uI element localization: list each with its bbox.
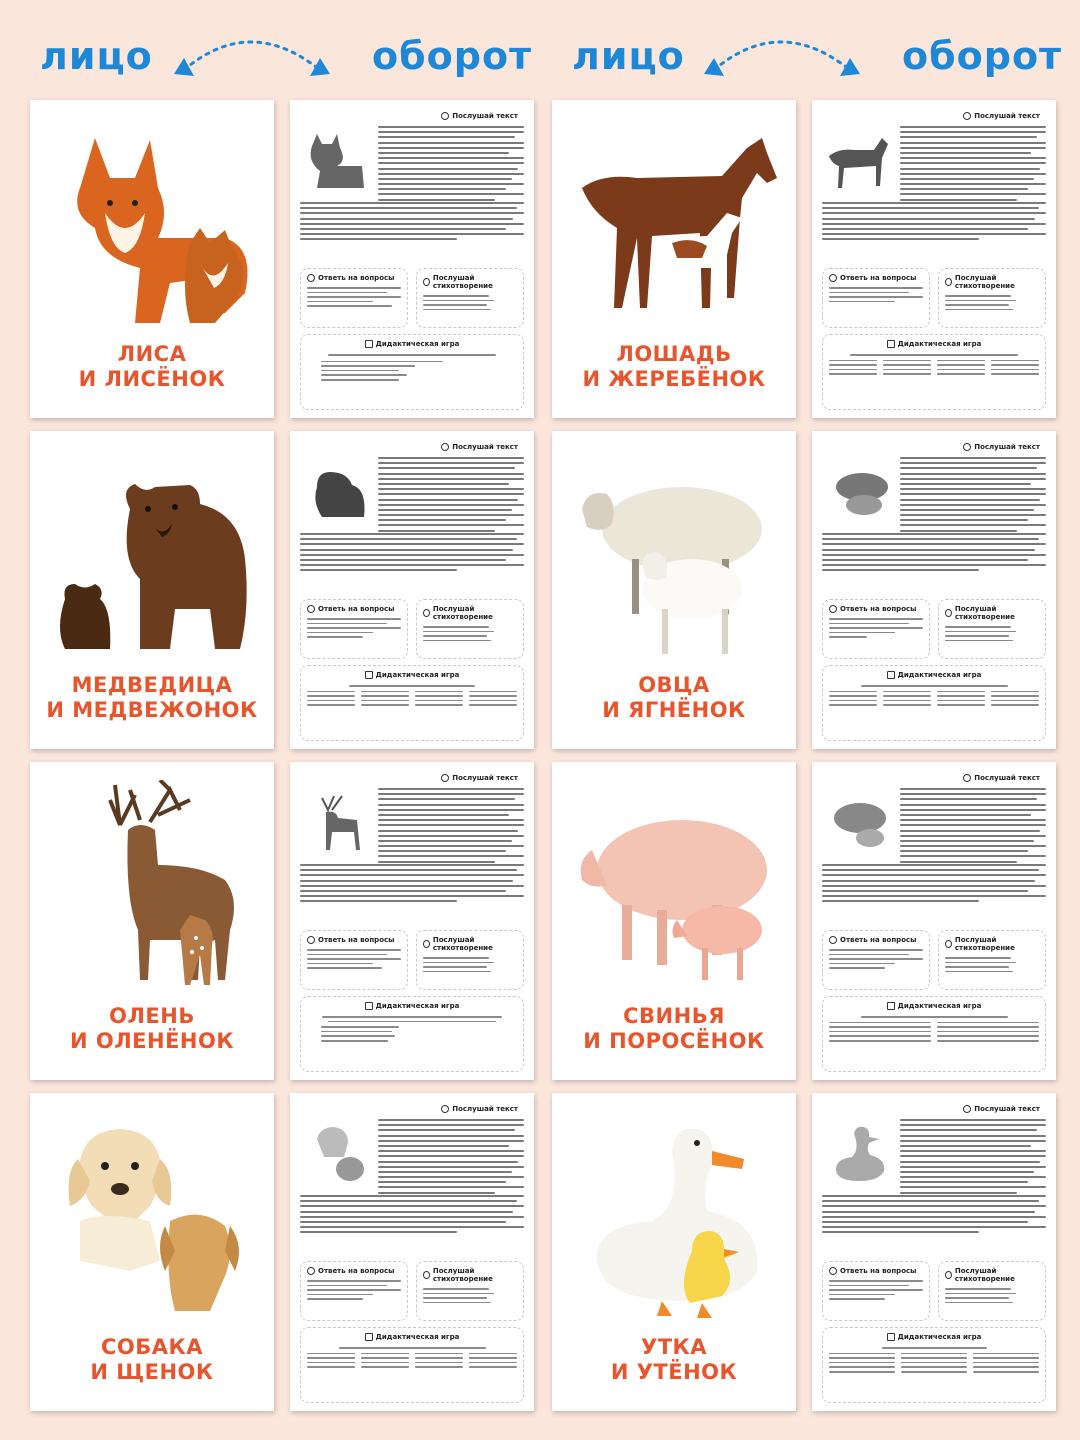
duck-icon <box>562 1111 786 1321</box>
questions-box: Ответь на вопросы <box>300 268 408 328</box>
poem-icon <box>423 940 430 948</box>
question-icon <box>829 936 837 944</box>
card-title: СОБАКА И ЩЕНОК <box>90 1335 214 1384</box>
card-back-sheep <box>812 431 1056 749</box>
questions-box: Ответь на вопросы <box>822 930 930 990</box>
card-front-pig <box>552 762 796 1080</box>
horse-icon <box>824 126 894 196</box>
game-box: Дидактическая игра <box>300 996 524 1072</box>
card-back-bear <box>290 431 534 749</box>
ear-icon <box>441 1105 449 1113</box>
card-title: ЛИСА И ЛИСЁНОК <box>78 342 226 391</box>
questions-box: Ответь на вопросы <box>300 1261 408 1321</box>
listen-text-heading: Послушай текст <box>441 774 518 782</box>
puzzle-icon <box>887 340 895 348</box>
poem-icon <box>945 278 952 286</box>
card-title: ЛОШАДЬ И ЖЕРЕБЁНОК <box>582 342 766 391</box>
bear-icon <box>40 449 264 659</box>
poem-icon <box>945 940 952 948</box>
card-title: УТКА И УТЁНОК <box>610 1335 738 1384</box>
poem-box: Послушай стихотворение <box>416 268 524 328</box>
story-text <box>378 788 524 866</box>
card-back-pig <box>812 762 1056 1080</box>
poem-box: Послушай стихотворение <box>416 1261 524 1321</box>
card-back-horse <box>812 100 1056 418</box>
bear-icon <box>302 457 372 527</box>
questions-box: Ответь на вопросы <box>822 599 930 659</box>
puzzle-icon <box>365 340 373 348</box>
puzzle-icon <box>365 1002 373 1010</box>
card-back-dog <box>290 1093 534 1411</box>
card-title: МЕДВЕДИЦА И МЕДВЕЖОНОК <box>46 673 258 722</box>
card-front-sheep <box>552 431 796 749</box>
sheep-icon <box>824 457 894 527</box>
header <box>0 24 1080 90</box>
poem-icon <box>945 609 952 617</box>
questions-box: Ответь на вопросы <box>822 268 930 328</box>
ear-icon <box>963 443 971 451</box>
game-box: Дидактическая игра <box>822 334 1046 410</box>
swap-arrow-icon <box>700 24 865 94</box>
game-box: Дидактическая игра <box>822 1327 1046 1403</box>
ear-icon <box>963 112 971 120</box>
listen-text-heading: Послушай текст <box>441 112 518 120</box>
story-text <box>900 126 1046 204</box>
listen-text-heading: Послушай текст <box>963 1105 1040 1113</box>
pig-icon <box>824 788 894 858</box>
game-box: Дидактическая игра <box>300 1327 524 1403</box>
sheep-icon <box>562 449 786 659</box>
duck-icon <box>824 1119 894 1189</box>
game-box: Дидактическая игра <box>300 334 524 410</box>
story-text <box>378 1119 524 1197</box>
puzzle-icon <box>365 1333 373 1341</box>
question-icon <box>307 936 315 944</box>
story-text <box>900 1119 1046 1197</box>
dog-icon <box>302 1119 372 1189</box>
card-back-duck <box>812 1093 1056 1411</box>
listen-text-heading: Послушай текст <box>963 774 1040 782</box>
puzzle-icon <box>365 671 373 679</box>
questions-box: Ответь на вопросы <box>300 930 408 990</box>
question-icon <box>829 605 837 613</box>
face-label-left: лицо <box>40 34 153 78</box>
poem-box: Послушай стихотворение <box>416 599 524 659</box>
card-front-horse <box>552 100 796 418</box>
question-icon <box>307 1267 315 1275</box>
story-text <box>900 457 1046 535</box>
ear-icon <box>441 774 449 782</box>
puzzle-icon <box>887 1002 895 1010</box>
listen-text-heading: Послушай текст <box>963 112 1040 120</box>
poem-box: Послушай стихотворение <box>938 268 1046 328</box>
dog-icon <box>40 1111 264 1321</box>
ear-icon <box>441 443 449 451</box>
poem-box: Послушай стихотворение <box>938 599 1046 659</box>
swap-arrow-icon <box>170 24 335 94</box>
ear-icon <box>963 774 971 782</box>
ear-icon <box>441 112 449 120</box>
deer-icon <box>40 780 264 990</box>
question-icon <box>829 1267 837 1275</box>
card-title: СВИНЬЯ И ПОРОСЁНОК <box>583 1004 765 1053</box>
poem-box: Послушай стихотворение <box>416 930 524 990</box>
poem-box: Послушай стихотворение <box>938 930 1046 990</box>
ear-icon <box>963 1105 971 1113</box>
questions-box: Ответь на вопросы <box>300 599 408 659</box>
card-front-bear <box>30 431 274 749</box>
listen-text-heading: Послушай текст <box>441 1105 518 1113</box>
game-box: Дидактическая игра <box>822 996 1046 1072</box>
card-title: ОЛЕНЬ И ОЛЕНЁНОК <box>69 1004 235 1053</box>
card-back-deer <box>290 762 534 1080</box>
poem-icon <box>423 609 430 617</box>
card-front-dog <box>30 1093 274 1411</box>
horse-icon <box>562 118 786 328</box>
back-label-left: оборот <box>372 34 533 78</box>
poem-box: Послушай стихотворение <box>938 1261 1046 1321</box>
question-icon <box>829 274 837 282</box>
question-icon <box>307 274 315 282</box>
listen-text-heading: Послушай текст <box>963 443 1040 451</box>
fox-icon <box>40 118 264 328</box>
puzzle-icon <box>887 671 895 679</box>
questions-box: Ответь на вопросы <box>822 1261 930 1321</box>
card-front-deer <box>30 762 274 1080</box>
game-box: Дидактическая игра <box>822 665 1046 741</box>
story-text <box>900 788 1046 866</box>
listen-text-heading: Послушай текст <box>441 443 518 451</box>
back-label-right: оборот <box>902 34 1063 78</box>
card-front-fox <box>30 100 274 418</box>
poem-icon <box>423 278 430 286</box>
card-title: ОВЦА И ЯГНЁНОК <box>602 673 746 722</box>
card-front-duck <box>552 1093 796 1411</box>
card-back-fox <box>290 100 534 418</box>
puzzle-icon <box>887 1333 895 1341</box>
face-label-right: лицо <box>572 34 685 78</box>
poem-icon <box>945 1271 952 1279</box>
game-box: Дидактическая игра <box>300 665 524 741</box>
story-text <box>378 126 524 204</box>
question-icon <box>307 605 315 613</box>
story-text <box>378 457 524 535</box>
fox-icon <box>302 126 372 196</box>
deer-icon <box>302 788 372 858</box>
pig-icon <box>562 780 786 990</box>
poem-icon <box>423 1271 430 1279</box>
